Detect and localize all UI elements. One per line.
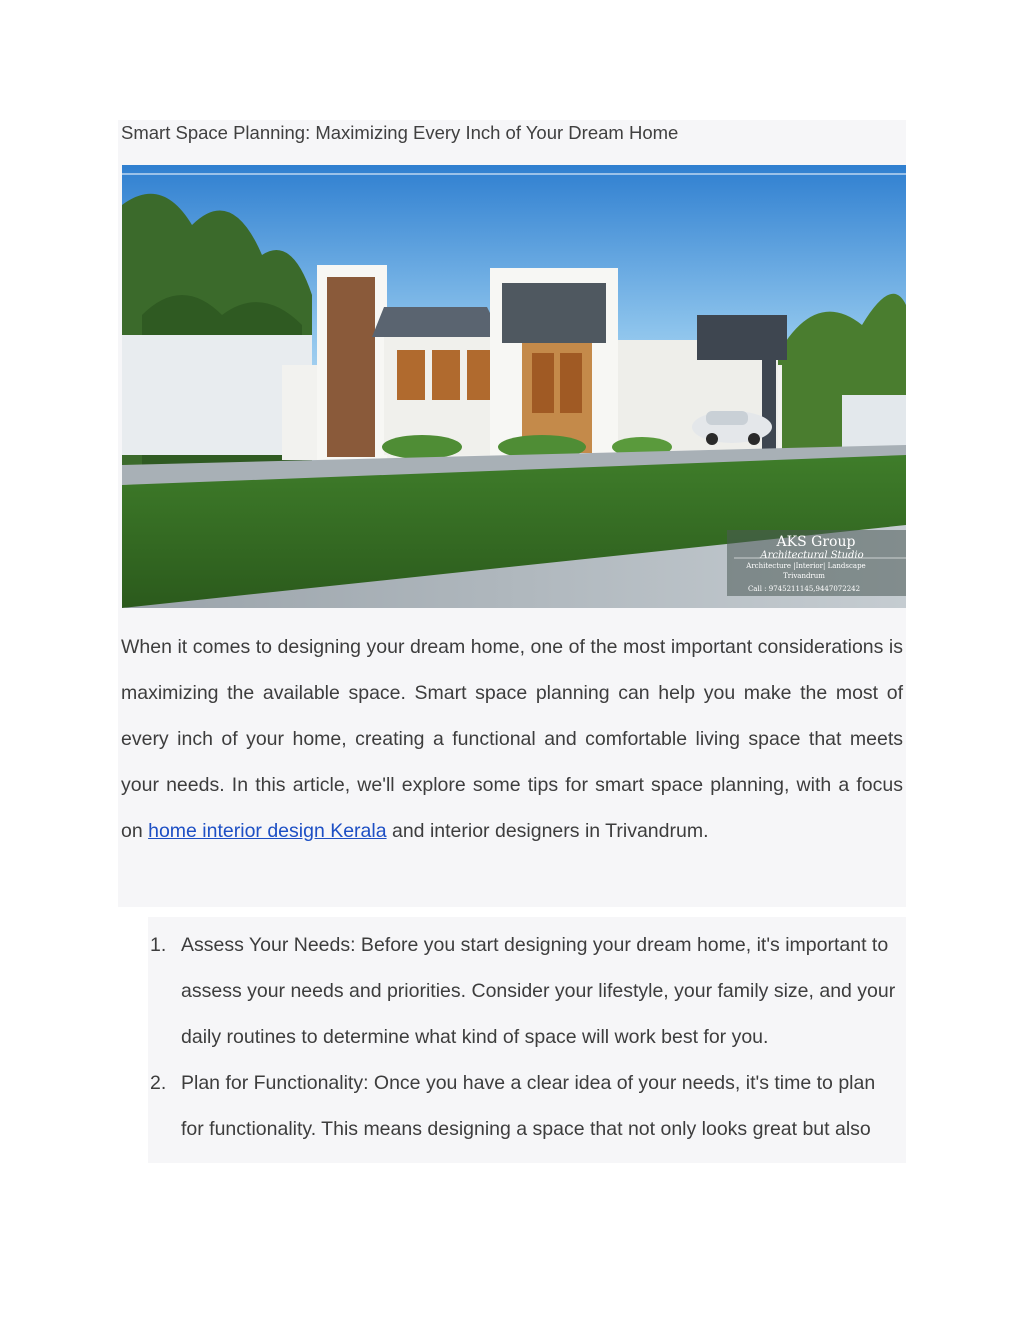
list-item-text: Assess Your Needs: Before you start designing your dream home, it's important to assess your needs and priorities. Consider your lifestyle, your family size, and your daily routines to determine what kind of space will work best for you.: [181, 934, 896, 1048]
watermark-line3: Architecture |Interior| Landscape: [746, 562, 866, 570]
list-item: [148, 1060, 900, 1152]
article-title: Smart Space Planning: Maximizing Every Inch of Your Dream Home: [121, 122, 679, 143]
watermark-line2: Architectural Studio: [760, 550, 864, 561]
list-item-number: 2.: [150, 1072, 167, 1094]
watermark-line1: AKS Group: [776, 534, 856, 550]
intro-text-after-link: and interior designers in Trivandrum.: [386, 820, 709, 842]
tips-list: [148, 922, 900, 1152]
watermark-line4: Trivandrum: [783, 572, 825, 580]
hero-image: [122, 165, 906, 608]
list-item-number: 1.: [150, 934, 167, 956]
home-interior-design-kerala-link[interactable]: home interior design Kerala: [148, 820, 387, 842]
list-item: [148, 922, 900, 1060]
list-item-text: Plan for Functionality: Once you have a clear idea of your needs, it's time to plan for functionality. This means designing a space that not only looks great but also: [181, 1072, 876, 1140]
intro-text-before-link: When it comes to designing your dream home, one of the most important considerations is maximizing the available space. Smart space planning can help you make the most of every inch of your home, creating a functional and comfortable living space that meets your needs. In this article, we'll explore some tips for smart space planning, with a focus on: [121, 636, 903, 842]
intro-paragraph: [121, 624, 903, 854]
watermark-line5: Call : 9745211145,9447072242: [747, 585, 861, 593]
